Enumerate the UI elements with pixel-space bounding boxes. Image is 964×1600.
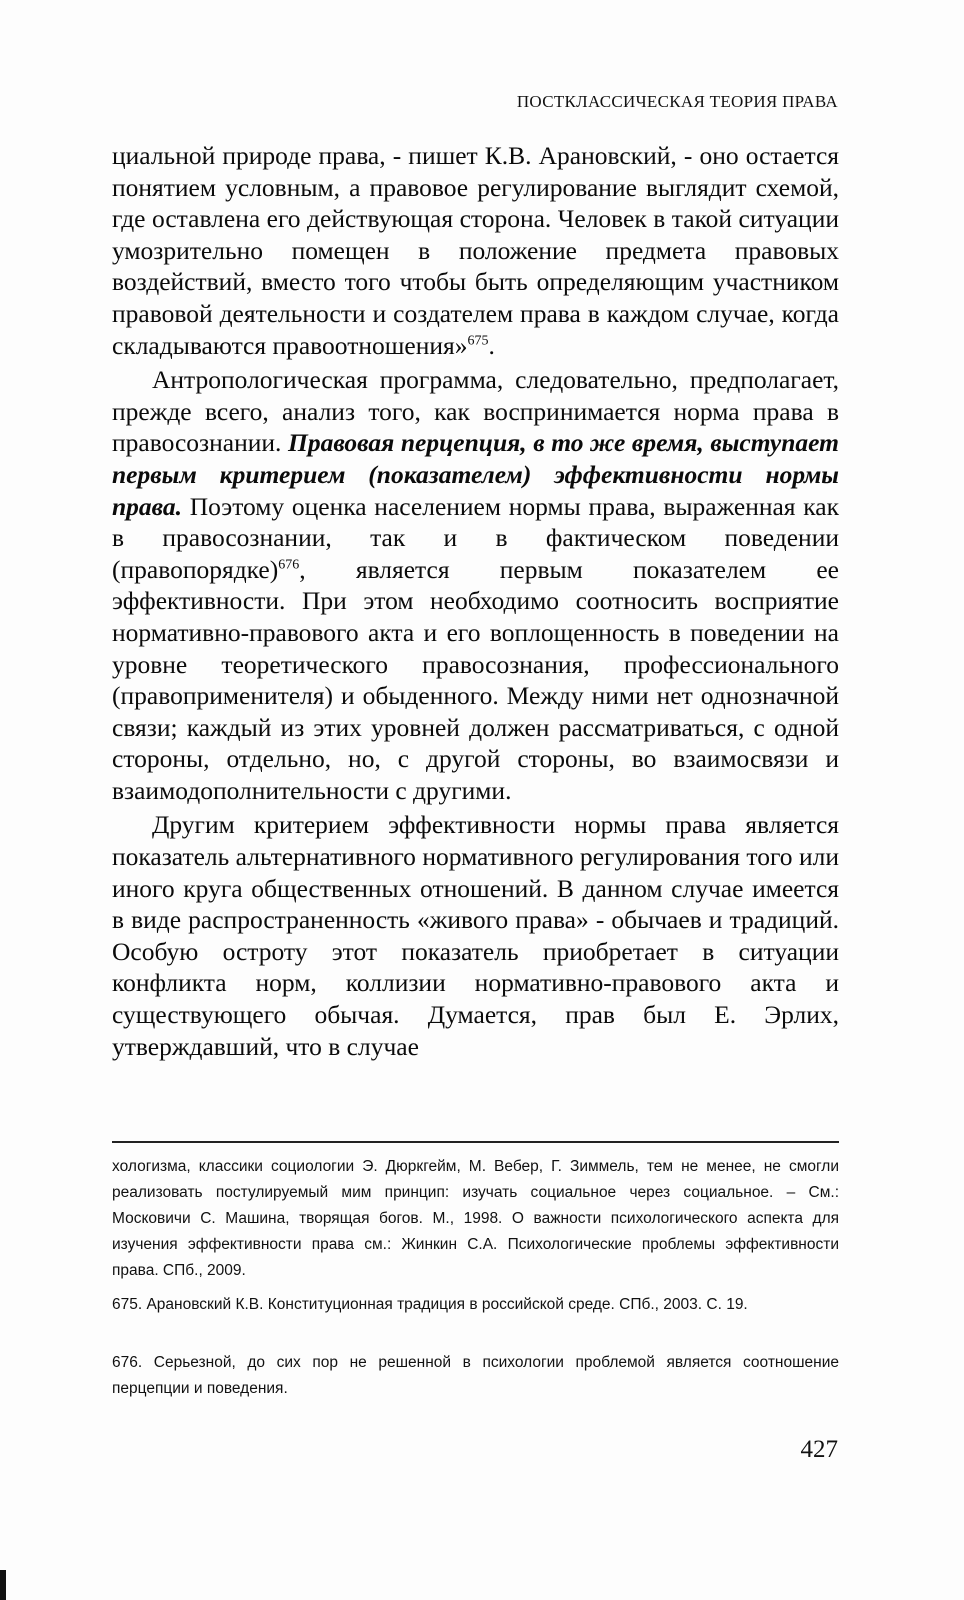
paragraph-2-emphasis: Правовая перцепция, в то же время, выступает первым критерием (показателем) эффективности нормы права. — [112, 428, 839, 521]
paragraph-2 — [112, 364, 839, 806]
scan-edge-mark — [0, 1570, 6, 1600]
footnote-ref-676[interactable]: 676 — [278, 557, 300, 573]
paragraph-2-text-b: Поэтому оценка населением нормы права, выраженная как в правосознании, так и в фактическом поведении (правопорядке) — [112, 491, 839, 584]
running-header: ПОСТКЛАССИЧЕСКАЯ ТЕОРИЯ ПРАВА — [516, 92, 838, 111]
paragraph-2-text-c: , является первым показателем ее эффективности. При этом необходимо соотносить восприятие нормативно-правового акта и его воплощенность в поведении на уровне теоретического правосознания, профессионального (правоприменителя) и обыденного. Между ними нет однозначной связи; каждый из этих уровней должен рассматриваться, с одной стороны, отдельно, но, с другой стороны, во взаимосвязи и взаимодополнительности с другими. — [112, 554, 839, 805]
paragraph-1-end: . — [488, 330, 495, 360]
paragraph-1 — [112, 140, 839, 361]
footnote-divider — [112, 1141, 839, 1143]
footnote-676: 676. Серьезной, до сих пор не решенной в психологии проблемой является соотношение перцепции и поведения. — [112, 1354, 839, 1397]
paragraph-3 — [112, 809, 839, 1062]
footnote-ref-675[interactable]: 675 — [467, 333, 489, 349]
main-text — [112, 140, 839, 1062]
paragraph-3-text: Другим критерием эффективности нормы права является показатель альтернативного нормативного регулирования того или иного круга общественных отношений. В данном случае имеется в виде распространенность «живого права» - обычаев и традиций. Особую остроту этот показатель приобретает в ситуации конфликта норм, коллизии нормативно-правового акта и существующего обычая. Думается, прав был Е. Эрлих, утверждавший, что в случае — [112, 810, 839, 1061]
footnote-675: 675. Арановский К.В. Конституционная традиция в российской среде. СПб., 2003. С. 19. — [112, 1296, 748, 1313]
paragraph-1-text: циальной природе права, - пишет К.В. Арановский, - оно остается понятием условным, а правовое регулирование выглядит схемой, где оставлена его действующая сторона. Человек в такой ситуации умозрительно помещен в положение предмета правовых воздействий, вместо того чтобы быть определяющим участником правовой деятельности и создателем права в каждом случае, когда складываются правоотношения» — [112, 141, 839, 360]
paragraph-2-text-a: Антропологическая программа, следовательно, предполагает, прежде всего, анализ того, как воспринимается норма права в правосознании. — [112, 365, 839, 458]
footnote-continued: хологизма, классики социологии Э. Дюркгейм, М. Вебер, Г. Зиммель, тем не менее, не смогли реализовать постулируемый мим принцип: изучать социальное через социальное. – См.: Московичи С. Машина, творящая богов. М., 1998. О важности психологического аспекта для изучения эффективности права см.: Жинкин С.А. Психологические проблемы эффективности права. СПб., 2009. — [112, 1158, 839, 1279]
page-number: 427 — [800, 1436, 838, 1463]
